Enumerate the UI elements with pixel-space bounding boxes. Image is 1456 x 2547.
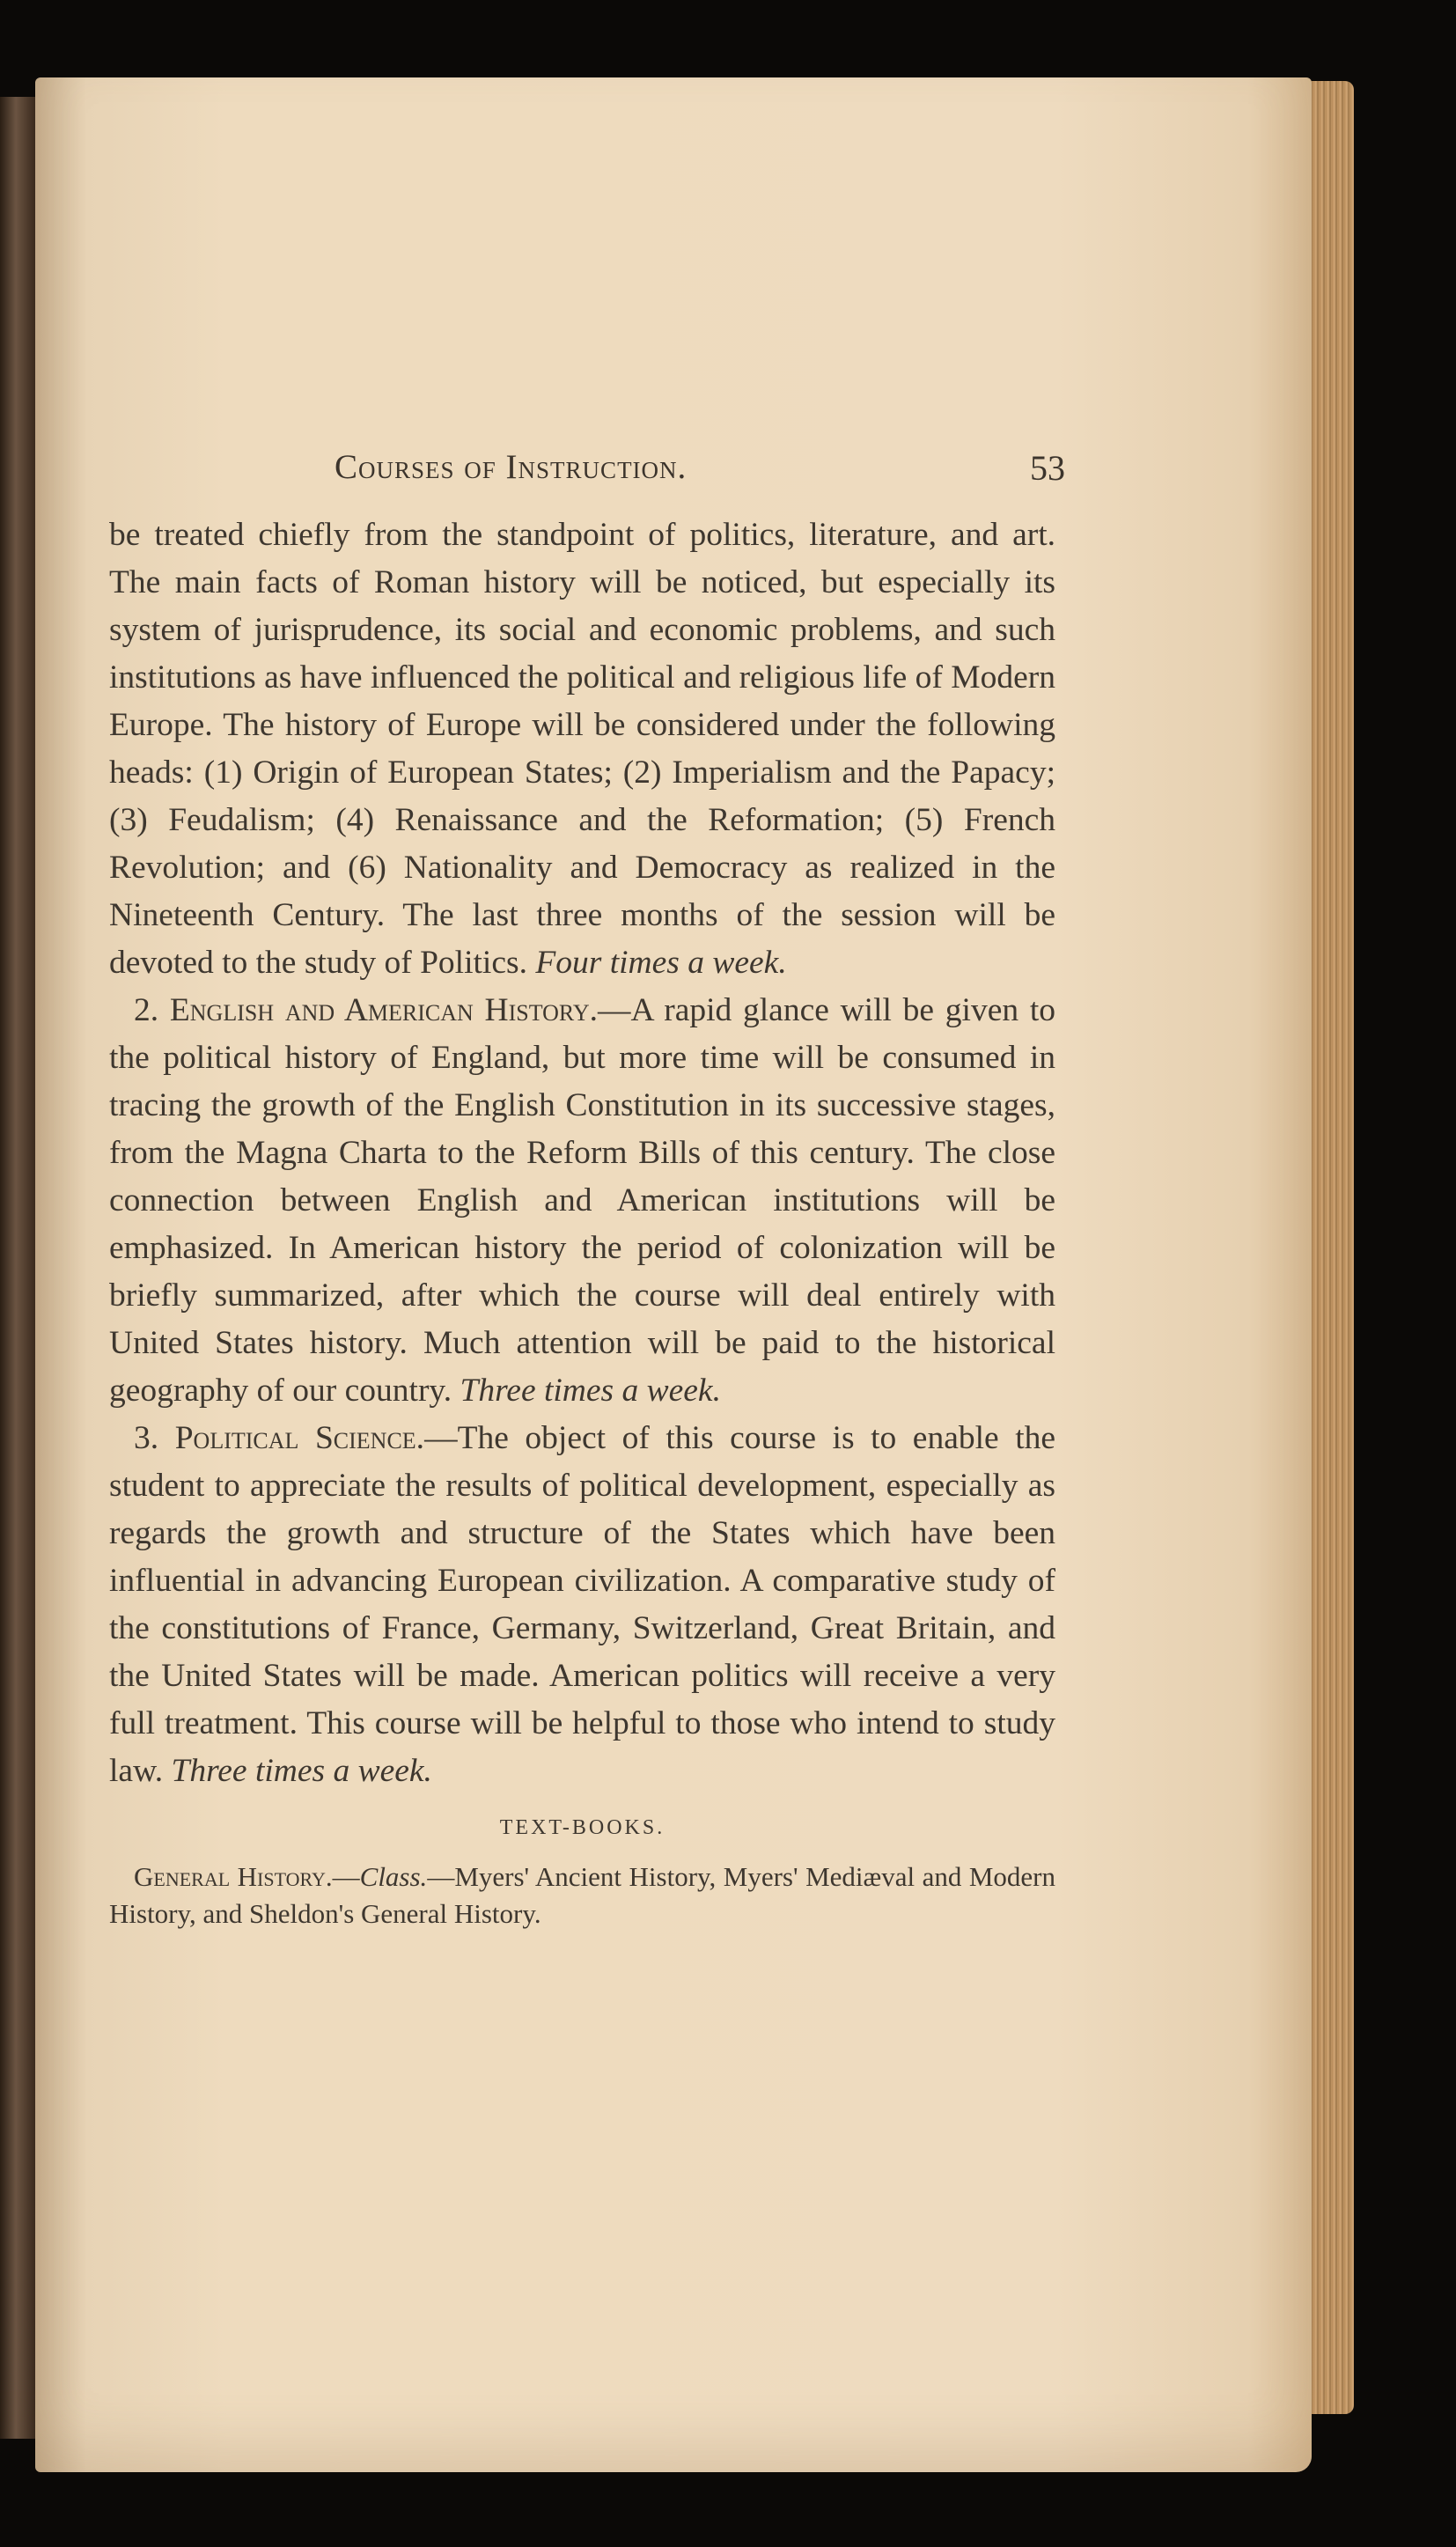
running-head bbox=[335, 447, 1065, 500]
page-body bbox=[109, 512, 1055, 1932]
paragraph-text: —The object of this course is to enable the student to appreciate the results of political development, especially as regards the growth and structure of the States which have been influential in advancing European civilization. A comparative study of the constitutions of France, Germany, Switzerland, Great Britain, and the United States will be made. American politics will receive a very full treatment. This course will be helpful to those who intend to study law. bbox=[109, 1420, 1056, 1789]
textbook-subject: General History. bbox=[134, 1861, 333, 1892]
course-title: Political Science. bbox=[174, 1420, 425, 1456]
textbook-list: —Myers' Ancient History, Myers' Mediæval and Modern History, and Sheldon's General History. bbox=[109, 1861, 1055, 1929]
course-number: 3. bbox=[134, 1420, 159, 1456]
textbook-dash: — bbox=[332, 1861, 360, 1892]
course-number: 2. bbox=[134, 992, 159, 1028]
paragraph-text: —A rapid glance will be given to the political history of England, but more time will be consumed in tracing the growth of the English Constitution in its successive stages, from the Magna Charta to the Reform Bills of this century. The close connection between English and American institutions will be emphasized. In American history the period of colonization will be briefly summarized, after which the course will deal entirely with United States history. Much attention will be paid to the historical geography of our country. bbox=[109, 992, 1055, 1409]
page-number: 53 bbox=[1030, 448, 1065, 488]
course-title: English and American History. bbox=[169, 992, 598, 1028]
paragraph-history-continued bbox=[109, 512, 1055, 987]
schedule-note: Four times a week. bbox=[535, 945, 787, 981]
facing-page-edge bbox=[0, 97, 35, 2439]
paragraph-english-american-history bbox=[109, 987, 1055, 1415]
textbook-class-label: Class. bbox=[359, 1861, 428, 1892]
paragraph-text: be treated chiefly from the standpoint of politics, literature, and art. The main facts of Roman history will be noticed, but especially its system of jurisprudence, its social and economic problems, and such institutions as have influenced the political and religious life of Modern Europe. The history of Europe will be considered under the following heads: (1) Origin of European States; (2) Imperialism and the Papacy; (3) Feudalism; (4) Renaissance and the Reformation; (5) French Revolution; and (6) Nationality and Democracy as realized in the Nineteenth Century. The last three months of the session will be devoted to the study of Politics. bbox=[109, 517, 1055, 981]
schedule-note: Three times a week. bbox=[171, 1753, 432, 1789]
book-page bbox=[35, 77, 1312, 2472]
textbooks-heading: TEXT-BOOKS. bbox=[499, 1816, 665, 1839]
schedule-note: Three times a week. bbox=[460, 1373, 721, 1409]
paragraph-political-science bbox=[109, 1415, 1055, 1795]
textbook-entry bbox=[109, 1859, 1055, 1932]
running-head-title: Courses of Instruction. bbox=[335, 448, 688, 486]
